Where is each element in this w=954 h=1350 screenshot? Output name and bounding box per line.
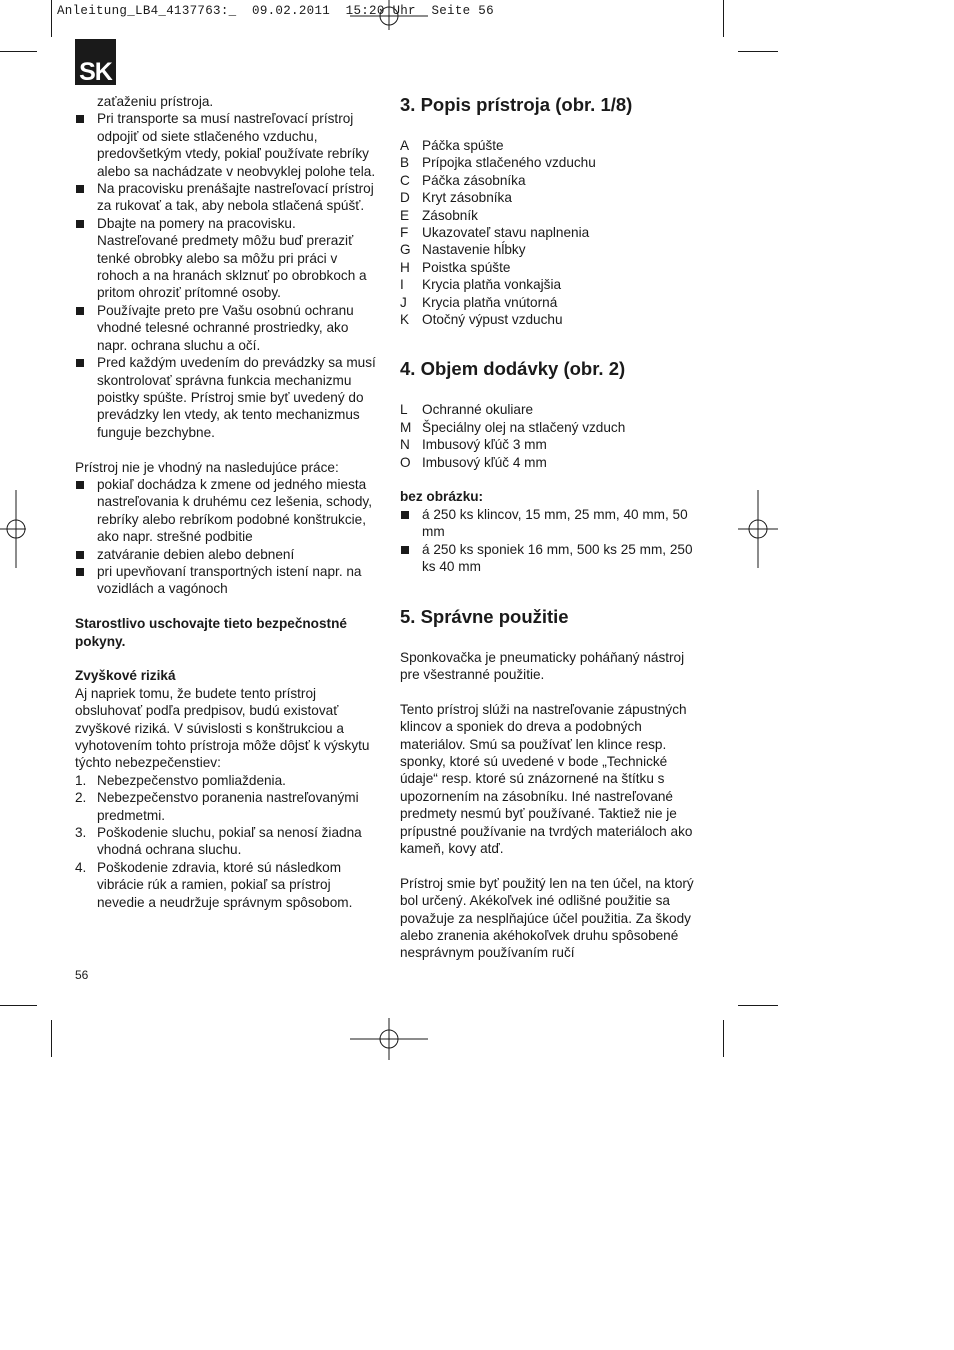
bullet-square-icon [76, 185, 84, 193]
list-item: C Páčka zásobníka [400, 172, 526, 188]
registration-mark-icon [738, 490, 778, 568]
paragraph: Prístroj smie byť použitý len na ten účel, na ktorý bol určený. Akékoľvek iné odlišné použitie sa považuje za nesplňajúce účel použitia. Za škody alebo zranenia akéhokoľvek druhu spôsobené nesprávnym používaním ručí [400, 875, 694, 961]
crop-mark [738, 51, 778, 52]
list-item: Na pracovisku prenášajte nastreľovací prístroj za rukovať a tak, aby nebola stlačená spúšť. [75, 180, 380, 215]
crop-mark [51, 1020, 52, 1057]
section-heading: 3. Popis prístroja (obr. 1/8) [400, 94, 633, 115]
list-item: B Prípojka stlačeného vzduchu [400, 155, 596, 171]
crop-mark [51, 0, 52, 37]
list-item: L Ochranné okuliare [400, 402, 534, 418]
list-item: Pred každým uvedením do prevádzky sa musí skontrolovať správna funkcia mechanizmu poistky spúšte. Prístroj smie byť uvedený do prevádzky len vtedy, ak tento mechanizmus funguje bezchybne. [75, 354, 380, 441]
right-column [400, 93, 705, 962]
unsuitable-intro: Prístroj nie je vhodný na nasledujúce práce: [75, 459, 339, 475]
list-item: á 250 ks klincov, 15 mm, 25 mm, 40 mm, 50 mm [400, 506, 705, 541]
list-item: E Zásobník [400, 207, 478, 223]
list-item: O Imbusový kľúč 4 mm [400, 454, 547, 470]
list-item: á 250 ks sponiek 16 mm, 500 ks 25 mm, 250 ks 40 mm [400, 541, 705, 576]
list-item: J Krycia platňa vnútorná [400, 294, 558, 310]
bullet-square-icon [76, 359, 84, 367]
list-item: A Páčka spúšte [400, 138, 504, 153]
list-item: pokiaľ dochádza k zmene od jedného miesta nastreľovania k druhému cez lešenia, schody, rebríky alebo rebríkom podobné konštrukcie, ako napr. strešné podbitie [75, 476, 380, 546]
paragraph: Tento prístroj slúži na nastreľovanie zápustných klincov a sponiek do dreva a podobných materiálov. Smú sa používať len klince resp. sponky, ktoré sú uvedené v bode „Technické údaje“ resp. ktoré sú znázornené na štítku s upozornením na zásobníku. Iné nastreľované predmety nesmú byť používané. Taktiež nie je prípustné používanie na tvrdých materiáloch ako kameň, kovy atď. [400, 701, 693, 856]
list-item: D Kryt zásobníka [400, 190, 512, 206]
crop-mark [723, 0, 724, 37]
bullet-square-icon [76, 307, 84, 315]
print-header: Anleitung_LB4_4137763:_ 09.02.2011 15:20 Uhr Seite 56 [57, 4, 494, 18]
list-item: M Špeciálny olej na stlačený vzduch [400, 419, 626, 435]
crop-mark [0, 51, 37, 52]
bullet-square-icon [76, 220, 84, 228]
bullet-square-icon [76, 115, 84, 123]
registration-mark-icon [350, 0, 428, 30]
numbered-item: 3. Poškodenie sluchu, pokiaľ sa nenosí žiadna vhodná ochrana sluchu. [75, 825, 362, 858]
safety-note: Starostlivo uschovajte tieto bezpečnostné pokyny. [75, 616, 347, 649]
registration-mark-icon [0, 490, 26, 568]
no-picture-label: bez obrázku: [400, 489, 484, 505]
list-item: K Otočný výpust vzduchu [400, 312, 563, 328]
section-heading: 5. Správne použitie [400, 605, 569, 627]
bullet-square-icon [76, 481, 84, 489]
numbered-item: 4. Poškodenie zdravia, ktoré sú následkom vibrácie rúk a ramien, pokiaľ sa prístroj nevedie a neudržuje správnym spôsobom. [75, 859, 353, 910]
list-item: pri upevňovaní transportných istení napr. na vozidlách a vagónoch [75, 563, 380, 598]
numbered-item: 1. Nebezpečenstvo pomliaždenia. [75, 772, 286, 788]
list-item: Dbajte na pomery na pracovisku. Nastreľované predmety môžu buď preraziť tenké obrobky alebo sa môžu pri práci v rohoch a na hranách sklznuť po obrobkoch a pritom ohroziť prítomné osoby. [75, 215, 380, 302]
continued-text: zaťaženiu prístroja. [97, 94, 214, 109]
paragraph: Sponkovačka je pneumaticky poháňaný nástroj pre všestranné použitie. [400, 649, 685, 682]
numbered-item: 2. Nebezpečenstvo poranenia nastreľovanými predmetmi. [75, 790, 359, 823]
crop-mark [723, 1020, 724, 1057]
list-item: G Nastavenie hĺbky [400, 242, 526, 258]
bullet-square-icon [76, 551, 84, 559]
list-item: N Imbusový kľúč 3 mm [400, 437, 547, 453]
page-number: 56 [75, 968, 89, 982]
bullet-square-icon [76, 568, 84, 576]
list-item: zatváranie debien alebo debnení [75, 546, 380, 563]
list-item: I Krycia platňa vonkajšia [400, 277, 562, 293]
list-item: Používajte preto pre Vašu osobnú ochranu vhodné telesné ochranné prostriedky, ako napr. ochrana sluchu a očí. [75, 302, 380, 354]
risks-title: Zvyškové riziká [75, 668, 176, 684]
section-heading: 4. Objem dodávky (obr. 2) [400, 358, 626, 380]
registration-mark-icon [350, 1018, 428, 1060]
bullet-square-icon [401, 546, 409, 554]
bullet-square-icon [401, 511, 409, 519]
list-item: H Poistka spúšte [400, 259, 511, 275]
language-badge: SK [75, 39, 116, 85]
crop-mark [738, 1005, 778, 1006]
risks-intro: Aj napriek tomu, že budete tento prístroj obsluhovať podľa predpisov, budú existovať zvyškové riziká. V súvislosti s konštrukciou a vyhotovením tohto prístroja môže dôjsť k výskytu týchto nebezpečenstiev: [75, 685, 370, 771]
crop-mark [0, 1005, 37, 1006]
list-item: F Ukazovateľ stavu naplnenia [400, 225, 590, 241]
left-column [75, 93, 380, 911]
list-item: Pri transporte sa musí nastreľovací prístroj odpojiť od siete stlačeného vzduchu, predovšetkým vtedy, pokiaľ používate rebríky alebo sa nachádzate v neobvyklej polohe tela. [75, 110, 380, 180]
